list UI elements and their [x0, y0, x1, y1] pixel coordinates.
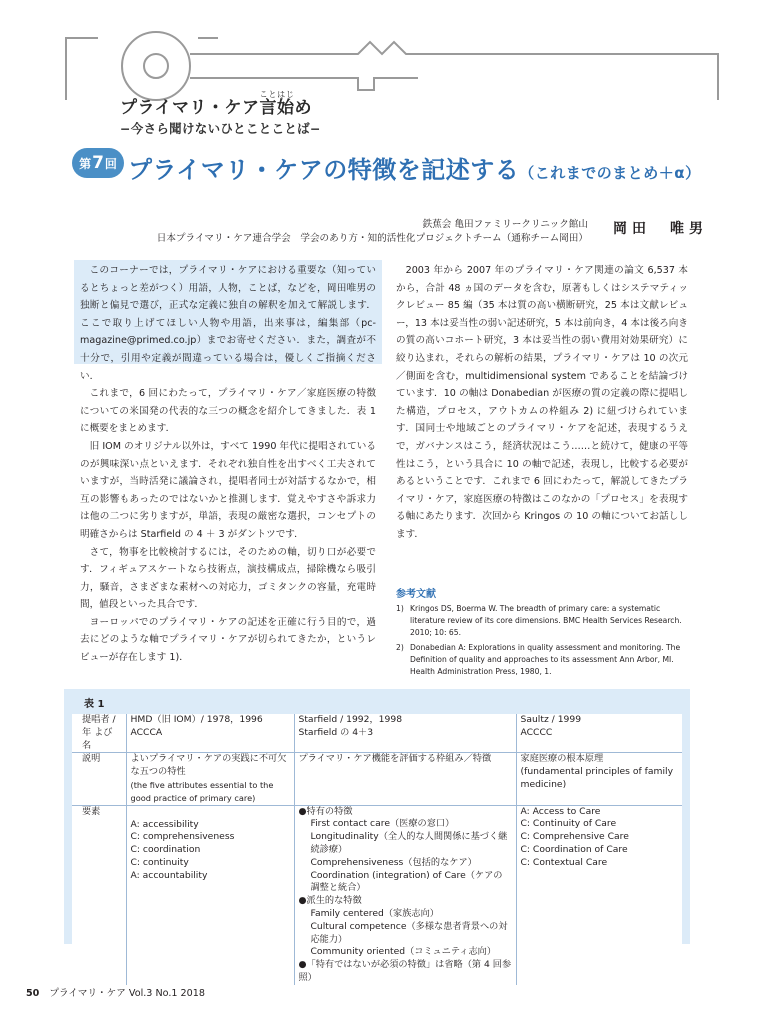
paragraph: ヨーロッパでのプライマリ・ケアの記述を正確に行う目的で，過去にどのような軸でプライマリ・ケアが切られてきたか，というレビューが存在します 1)． [80, 616, 376, 664]
element-item: First contact care（医療の窓口） [310, 818, 455, 830]
cell-text: (the five attributes essential to the good practice of primary care) [130, 779, 274, 803]
element-item: A: accessibility [130, 818, 199, 830]
element-item: Community oriented（コミュニティ志向） [310, 946, 497, 958]
cell-text: Starfield の 4＋3 [298, 726, 374, 738]
references-title: 参考文献 [396, 589, 436, 600]
table-cell [126, 714, 294, 753]
table-cell [516, 714, 682, 753]
table-row [72, 805, 682, 985]
cell-text: Saultz / 1999 [520, 714, 582, 725]
cell-text: HMD（旧 IOM）/ 1978，1996 [130, 714, 263, 725]
table-cell [516, 805, 682, 985]
element-item: Comprehensiveness（包括的なケア） [310, 856, 477, 868]
author-name: 岡田 唯男 [613, 221, 708, 237]
element-item: ●「特有ではないが必須の特徴」は省略（第 4 回参照） [298, 959, 512, 983]
series-title-ruby [259, 90, 295, 118]
cell-text: ACCCC [520, 726, 553, 738]
paragraph: 旧 IOM のオリジナル以外は，すべて 1990 年代に提唱されているのが興味深い点といえます．それぞれ独自性を出すべく工夫されていますが，当時活発に議論され，提唱者同士が対話するなかで，相互の影響もあったのではないかと推測します．覚えやすさや訴求力は他の二つに劣りますが，単語，表現の厳密な選択，コンセプトの明確さからは Starfield の 4 ＋ 3 がダントツです． [80, 440, 376, 540]
journal-issue: Vol.3 No.1 2018 [128, 988, 205, 999]
table-cell [516, 753, 682, 805]
right-column [396, 262, 688, 544]
cell-text: (fundamental principles of family medicine) [520, 766, 674, 790]
table-cell [294, 805, 516, 985]
table-cell [294, 753, 516, 805]
element-item: Coordination (integration) of Care（ケアの調整と統合） [310, 869, 503, 894]
episode-number: 7 [92, 153, 104, 173]
element-item: C: Continuity of Care [520, 818, 617, 830]
paragraph: これまで，6 回にわたって，プライマリ・ケア／家庭医療の特徴についての米国発の代表的な三つの概念を紹介してきました．表 1 に概要をまとめます． [80, 388, 376, 435]
cell-text: よいプライマリ・ケアの実践に不可欠な五つの特性 [130, 753, 287, 778]
element-item: Family centered（家族志向） [310, 907, 439, 919]
table-caption: 表 1 [84, 699, 105, 710]
reference-number: 2) [396, 642, 404, 652]
element-item: C: Contextual Care [520, 856, 608, 868]
table-1-panel [64, 689, 690, 983]
reference-text: Donabedian A: Explorations in quality assessment and monitoring. The Definition of quality and approaches to its assessment Ann Arbor, MI. Health Administration Press, 1980, 1. [410, 642, 681, 677]
journal-name: プライマリ・ケア [49, 988, 126, 999]
series-title-reading: ことはじ [259, 90, 295, 99]
reference-item [396, 603, 688, 640]
series-heading [120, 90, 321, 137]
element-item: C: continuity [130, 856, 189, 868]
reference-item [396, 642, 688, 679]
element-item: Cultural competence（多様な患者背景への対応能力） [310, 920, 508, 945]
element-item: ●派生的な特徴 [298, 895, 362, 907]
element-item: C: comprehensiveness [130, 831, 235, 843]
table-row [72, 753, 682, 805]
reference-text: Kringos DS, Boerma W. The breadth of primary care: a systematic literature review of its core dimensions. BMC Health Services Research. 2010; 10: 65. [410, 604, 682, 638]
author-affiliation [157, 218, 588, 246]
row-label: 説明 [72, 753, 126, 805]
element-item: C: Comprehensive Care [520, 831, 629, 843]
series-title-prefix: プライマリ・ケア [120, 98, 260, 118]
paragraph: さて，物事を比較検討するには，そのための軸，切り口が必要です．フィギュアスケートなら技術点，演技構成点，掃除機なら吸引力，騒音，さまざまな素材への対応力，ゴミタンクの容量，充電時間，値段といった具合です． [80, 546, 376, 611]
article-title [128, 150, 701, 185]
element-item: ●特有の特徴 [298, 805, 353, 817]
cell-text: プライマリ・ケア機能を評価する枠組み／特徴 [298, 753, 492, 765]
cell-text: Starfield / 1992，1998 [298, 714, 403, 725]
element-item: C: coordination [130, 844, 201, 856]
element-item: Longitudinality（全人的な人間関係に基づく継続診療） [310, 831, 508, 855]
page-number: 50 [26, 988, 40, 999]
article-title-suffix: （これまでのまとめ＋α） [519, 164, 701, 182]
episode-badge [72, 148, 124, 178]
left-column [80, 262, 376, 667]
paragraph: このコーナーでは，プライマリ・ケアにおける重要な（知っているとちょっと差がつく）用語，人物，ことば，などを，岡田唯男の独断と偏見で選び，正式な定義に独自の解釈を加えて解説します．ここで取り上げてほしい人物や用語，出来事は，編集部（pc-magazine@primed.co.jp）までお寄せください．また，調査が不十分で，引用や定義が間違っている場合は，優しくご指摘ください． [80, 265, 376, 382]
paragraph: 2003 年から 2007 年のプライマリ・ケア関連の論文 6,537 本から，合計 48 ヵ国のデータを含む，原著もしくはシステマティックレビュー 85 編（35 本は質の高い横断研究，25 本は文献レビュー，13 本は妥当性の弱い記述研究，5 本は前向き，4 本は後ろ向きの質の高いコホート研究，3 本は妥当性の弱い費用対効果研究）に絞り込まれ，それらの解析の結果，プライマリ・ケアは 10 の次元／側面を含む，multidimensional system であることを結論づけています．10 の軸は Donabedian が医療の質の定義の際に提唱した構造，プロセス，アウトカムの枠組み 2) に紐づけられています．国同士や地域ごとのプライマリ・ケアを記述，表現するうえで，ガバナンスはこう，経済状況はこう……と続けて，健康の平等性はこう，という具合に 10 の軸で記述，表現し，比較する必要があるということです．これまで 6 回にわたって，解説してきたプライマリ・ケア，家庭医療の特徴はこのなかの「プロセス」を表現する軸にあたります．次回から Kringos の 10 の軸についてお話しします． [396, 265, 688, 540]
table-cell [126, 805, 294, 985]
row-label: 提唱者 / 年 よび名 [72, 714, 126, 753]
references-list [396, 603, 688, 680]
cell-text: 家庭医療の根本原理 [520, 753, 604, 765]
affiliation-line-1: 鉄蕉会 亀田ファミリークリニック館山 [422, 219, 588, 230]
article-title-main: プライマリ・ケアの特徴を記述する [128, 156, 520, 184]
table-row [72, 714, 682, 753]
series-title-suffix: め [294, 98, 312, 118]
series-title [120, 90, 321, 118]
affiliation-line-2: 日本プライマリ・ケア連合学会 学会のあり方・知的活性化プロジェクトチーム（通称チーム岡田） [156, 233, 588, 244]
cell-text: ACCCA [130, 726, 163, 738]
episode-post: 回 [104, 156, 117, 171]
element-item: A: Access to Care [520, 805, 601, 817]
comparison-table [72, 714, 682, 985]
episode-pre: 第 [79, 156, 92, 171]
row-label: 要素 [82, 805, 101, 817]
series-subtitle: −今さら聞けないひとことことば− [120, 121, 321, 136]
element-item: A: accountability [130, 869, 208, 881]
series-title-kanji: 言始 [259, 98, 295, 118]
table-cell [294, 714, 516, 753]
table-cell [126, 753, 294, 805]
page-footer [26, 985, 205, 999]
reference-number: 1) [396, 604, 404, 613]
element-item: C: Coordination of Care [520, 843, 628, 855]
